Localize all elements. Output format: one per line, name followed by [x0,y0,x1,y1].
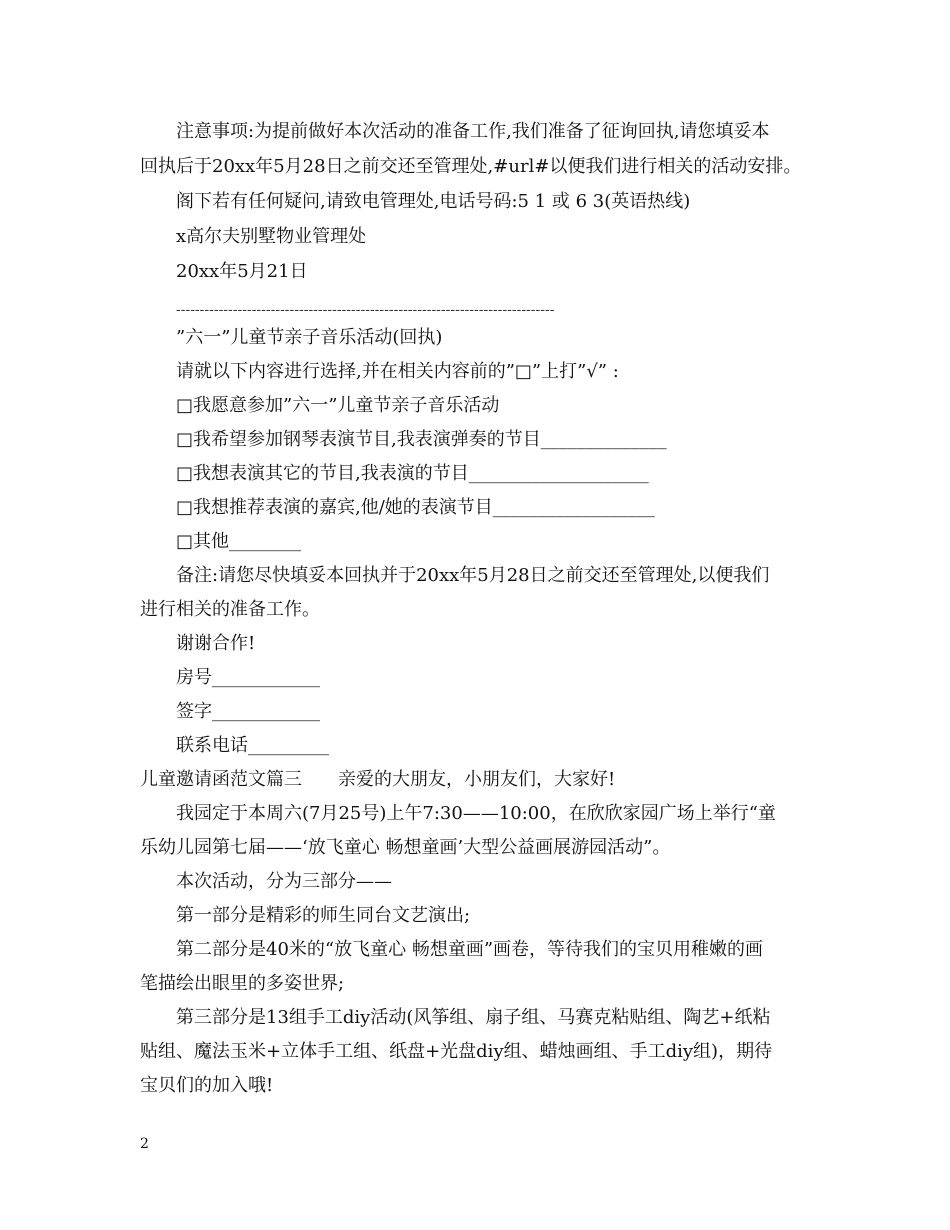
letter-heading-row [140,768,615,792]
remark-line-2: 进行相关的准备工作。 [140,599,320,620]
paragraph-5-line-1: 第三部分是13组手工diy活动(风筝组、扇子组、马赛克粘贴组、陶艺+纸粘 [176,1007,771,1028]
option-recommend-guest: □我想推荐表演的嘉宾,他/她的表演节目__________________ [176,497,655,518]
paragraph-2: 本次活动，分为三部分—— [176,871,392,892]
notice-line-1: 注意事项:为提前做好本次活动的准备工作,我们准备了征询回执,请您填妥本 [176,121,770,142]
paragraph-4-line-2: 笔描绘出眼里的多姿世界; [140,973,345,994]
option-other-show: □我想表演其它的节目,我表演的节目____________________ [176,463,649,484]
page-number: 2 [140,1136,149,1152]
room-number-field: 房号____________ [176,667,320,688]
phone-field: 联系电话_________ [176,735,329,756]
paragraph-5-line-2: 贴组、魔法玉米+立体手工组、纸盘+光盘diy组、蜡烛画组、手工diy组)，期待 [140,1041,773,1062]
cut-line-separator: -------------------------------------------------------------------------------- [176,302,555,318]
sender-name: x高尔夫别墅物业管理处 [176,226,367,247]
receipt-instruction: 请就以下内容进行选择,并在相关内容前的”□”上打”√” : [176,361,619,382]
remark-line-1: 备注:请您尽快填妥本回执并于20xx年5月28日之前交还至管理处,以便我们 [176,565,770,586]
notice-line-2: 回执后于20xx年5月28日之前交还至管理处,#url#以便我们进行相关的活动安排。 [140,156,802,177]
contact-line: 阁下若有任何疑问,请致电管理处,电话号码:5 1 或 6 3(英语热线) [176,191,691,212]
option-other: □其他________ [176,531,302,552]
paragraph-1-line-2: 乐幼儿园第七届——‘放飞童心 畅想童画’大型公益画展游园活动”。 [140,837,671,858]
option-attend: □我愿意参加”六一”儿童节亲子音乐活动 [176,395,500,416]
paragraph-1-line-1: 我园定于本周六(7月25号)上午7:30——10:00，在欣欣家园广场上举行“童 [176,803,776,824]
paragraph-4-line-1: 第二部分是40米的“放飞童心 畅想童画”画卷，等待我们的宝贝用稚嫩的画 [176,939,764,960]
option-piano: □我希望参加钢琴表演节目,我表演弹奏的节目______________ [176,429,667,450]
letter-heading: 儿童邀请函范文篇三 [140,769,302,790]
notice-date: 20xx年5月21日 [176,261,308,282]
letter-greeting: 亲爱的大朋友，小朋友们，大家好! [338,769,616,790]
paragraph-3: 第一部分是精彩的师生同台文艺演出; [176,905,471,926]
receipt-title: ”六一”儿童节亲子音乐活动(回执) [176,327,443,348]
thanks-text: 谢谢合作! [176,633,256,654]
signature-field: 签字____________ [176,701,320,722]
paragraph-5-line-3: 宝贝们的加入哦! [140,1075,274,1096]
